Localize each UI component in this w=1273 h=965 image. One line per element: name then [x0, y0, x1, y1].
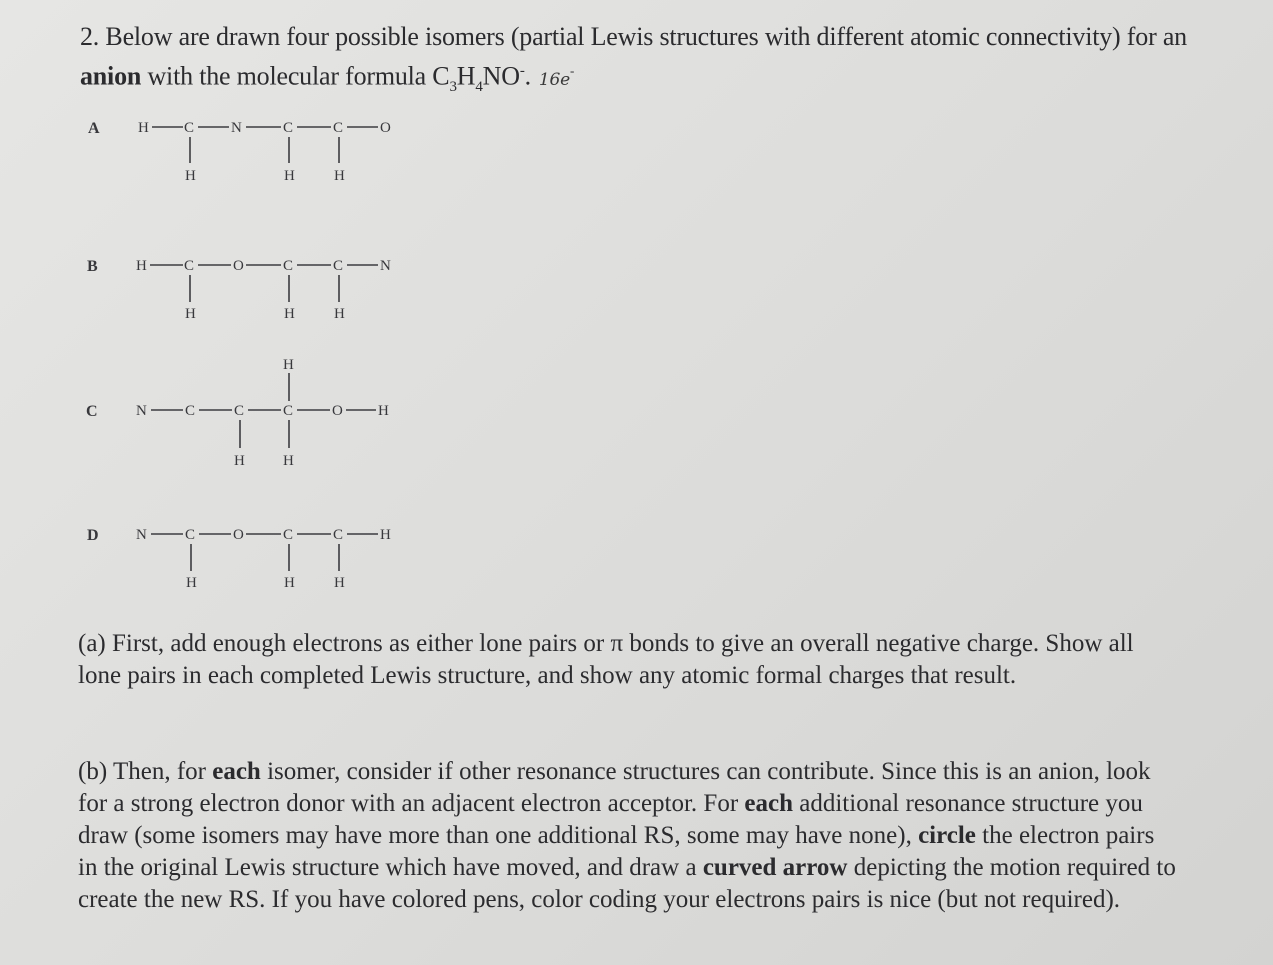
atom-b-h2: H [284, 306, 295, 322]
atom-c-1: N [136, 403, 147, 419]
part-b-text-3: additional resonance structure you draw (some isomers may have more than one additional RS, some may have none), [78, 790, 1143, 849]
intro-text-1: Below are drawn four possible isomers (partial Lewis structures with different atomic connectivity) for an [105, 22, 1187, 51]
atom-d-4: C [283, 527, 294, 543]
atom-c-h2: H [234, 453, 245, 469]
isomer-a-label: A [88, 120, 100, 137]
atom-b-3: O [233, 258, 244, 274]
isomer-a [88, 120, 391, 184]
formula-sub-4: 4 [475, 78, 483, 95]
isomer-b [87, 258, 391, 322]
isomer-b-label: B [87, 258, 98, 275]
part-b-bold-each-2: each [744, 790, 794, 817]
question-number: 2. [80, 22, 100, 51]
atom-c-2: C [185, 403, 196, 419]
part-b-text-4: the electron pairs in the original Lewis structure which have moved, and draw a [78, 822, 1155, 881]
anion-bold: anion [80, 61, 142, 91]
atom-a-1: H [138, 120, 149, 136]
atom-b-5: C [333, 258, 344, 274]
formula-charge: - [519, 63, 525, 79]
atom-d-6: H [380, 527, 391, 543]
atom-d-3: O [233, 527, 244, 543]
part-a-rest: bonds to give an overall negative charge. Show all lone pairs in each completed Lewis structure, and show any atomic formal charges that result. [78, 630, 1134, 689]
atom-c-4: C [283, 403, 294, 419]
part-b-text-2: isomer, consider if other resonance structures can contribute. Since this is an anion, look for a strong electron donor with an adjacent electron acceptor. For [78, 758, 1151, 817]
atom-a-4: C [283, 120, 294, 136]
atom-a-h1: H [185, 168, 196, 184]
formula-h: H [456, 61, 476, 91]
atom-c-6: H [378, 403, 389, 419]
atom-b-2: C [184, 258, 195, 274]
isomer-c [86, 357, 389, 469]
part-b-bold-each-1: each [212, 758, 261, 785]
atom-a-3: N [231, 120, 242, 136]
atom-b-1: H [136, 258, 147, 274]
atom-d-2: C [185, 527, 196, 543]
formula-period: . [524, 61, 531, 91]
part-a-lead: (a) First, add enough electrons as either lone pairs or [78, 630, 605, 657]
formula-sub-3: 3 [449, 78, 457, 95]
atom-d-h1: H [186, 575, 197, 591]
atom-d-h2: H [284, 575, 295, 591]
atom-c-h3: H [283, 453, 294, 469]
atom-c-htop: H [283, 357, 294, 373]
handwritten-charge: - [570, 63, 575, 78]
atom-b-h1: H [185, 306, 196, 322]
part-b-bold-curved-arrow: curved arrow [702, 854, 848, 881]
handwritten-note: 16e [538, 69, 571, 90]
part-b-text-1: (b) Then, for [78, 758, 206, 785]
isomer-d-label: D [87, 527, 99, 544]
atom-a-2: C [184, 120, 195, 136]
atom-c-3: C [234, 403, 245, 419]
intro-text-2: with the molecular formula C [147, 61, 450, 91]
formula-no: NO [482, 61, 520, 91]
atom-b-6: N [380, 258, 391, 274]
atom-a-h3: H [334, 168, 345, 184]
isomer-d [87, 527, 391, 591]
atom-b-h3: H [334, 306, 345, 322]
pi-symbol: π [610, 630, 624, 657]
atom-d-h3: H [334, 575, 345, 591]
atom-d-5: C [333, 527, 344, 543]
atom-a-5: C [333, 120, 344, 136]
atom-b-4: C [283, 258, 294, 274]
part-b-text-5: depicting the motion required to create the new RS. If you have colored pens, color coding your electrons pairs is nice (but not required). [78, 854, 1176, 913]
atom-a-h2: H [284, 168, 295, 184]
part-b-instructions [78, 756, 1178, 916]
isomer-c-label: C [86, 403, 98, 420]
part-a-instructions [78, 628, 1178, 692]
atom-d-1: N [136, 527, 147, 543]
part-b-bold-circle: circle [918, 822, 976, 849]
atom-a-6: O [380, 120, 391, 136]
atom-c-5: O [332, 403, 343, 419]
